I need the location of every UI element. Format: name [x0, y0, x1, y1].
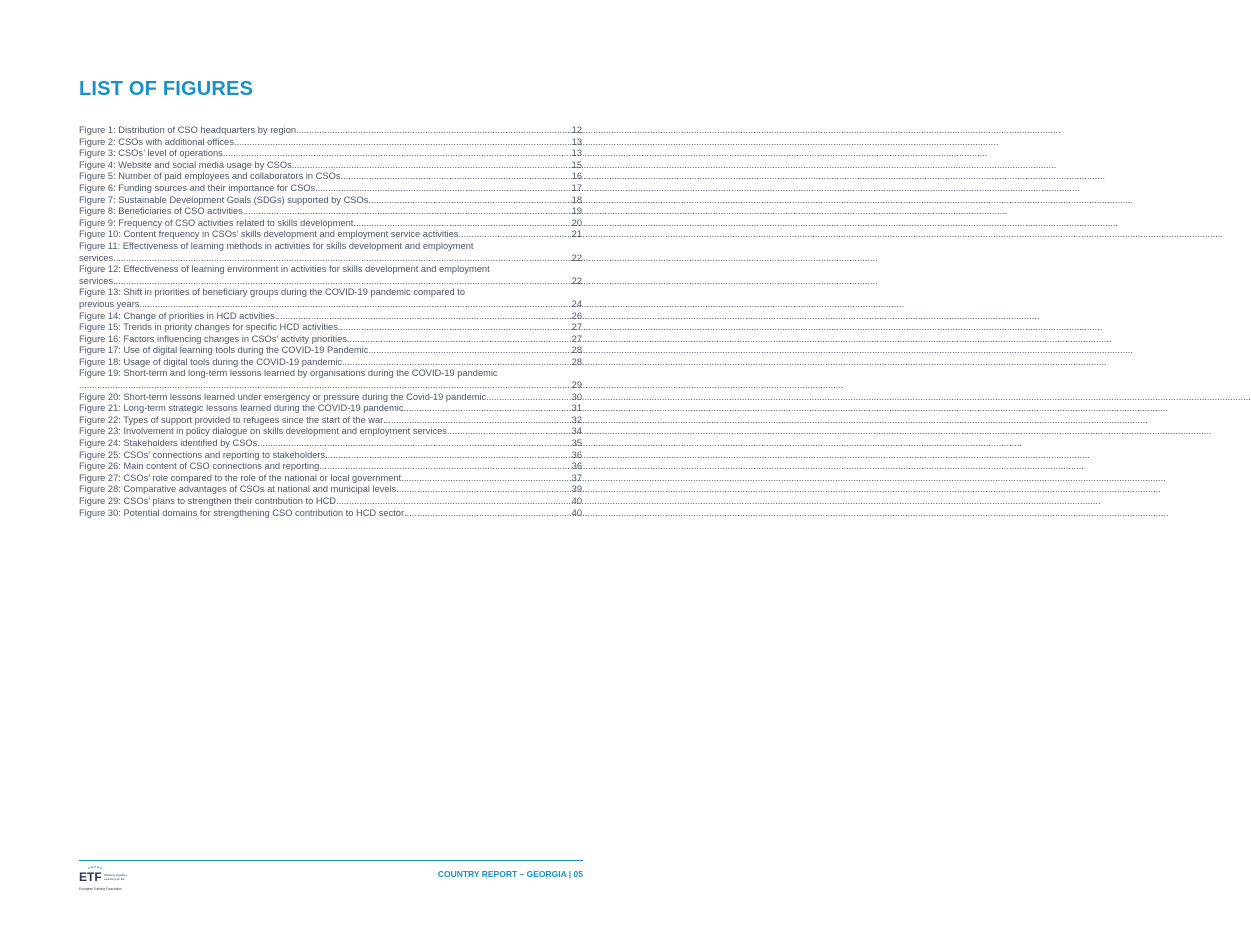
dot-leader: [368, 345, 569, 357]
figure-entry-page: 22: [571, 252, 582, 263]
figure-entry-title: Figure 28: Comparative advantages of CSOs at national and municipal levels: [79, 484, 397, 495]
figure-entry-title: Figure 19: Short-term and long-term lessons learned by organisations during the COVID-19 pandemic: [79, 368, 498, 379]
figure-entry-title: Figure 8: Beneficiaries of CSO activities: [79, 206, 243, 217]
figure-entry[interactable]: [79, 195, 582, 207]
dot-leader: [234, 137, 570, 149]
figure-entry-title: Figure 2: CSOs with additional offices: [79, 136, 234, 147]
figure-entry-title: Figure 5: Number of paid employees and collaborators in CSOs: [79, 171, 341, 182]
figure-entry-page: 18: [571, 194, 582, 205]
figure-entry-title: Figure 4: Website and social media usage by CSOs: [79, 159, 292, 170]
figure-entry-title: Figure 30: Potential domains for strengthening CSO contribution to HCD sector: [79, 507, 405, 518]
figure-entry[interactable]: [79, 450, 582, 462]
figure-entry-page: 17: [571, 182, 582, 193]
figure-entry-page: 36: [571, 461, 582, 472]
figure-entry-title-cont: services: [79, 275, 114, 286]
figure-entry-title: Figure 23: Involvement in policy dialogue on skills development and employment services: [79, 426, 447, 437]
figure-entry-title: Figure 11: Effectiveness of learning methods in activities for skills development and employment: [79, 240, 474, 251]
figure-entry-title: Figure 22: Types of support provided to refugees since the start of the war: [79, 414, 384, 425]
figure-entry-page: 27: [571, 333, 582, 344]
figure-entry-page: 40: [571, 496, 582, 506]
figure-entry-title: Figure 7: Sustainable Development Goals (SDGs) supported by CSOs: [79, 194, 369, 205]
figure-entry[interactable]: [79, 392, 582, 404]
figure-entry-title: Figure 26: Main content of CSO connections and reporting: [79, 461, 320, 472]
figure-entry[interactable]: [79, 125, 582, 137]
figure-entry-title: Figure 17: Use of digital learning tools during the COVID-19 Pandemic: [79, 345, 369, 356]
figure-entry[interactable]: [79, 137, 582, 149]
figure-entry[interactable]: [79, 160, 582, 172]
figure-entry-page: 30: [571, 391, 582, 402]
dot-leader: [404, 403, 570, 415]
figure-entry[interactable]: [79, 334, 582, 346]
figure-entry-page: 12: [571, 125, 582, 135]
figure-entry[interactable]: [79, 206, 582, 218]
figure-entry-page: 39: [571, 484, 582, 495]
etf-logo-graphic: [79, 866, 139, 894]
dot-leader: [447, 426, 570, 438]
footer-text: COUNTRY REPORT – GEORGIA | 05: [437, 869, 583, 879]
figure-entry[interactable]: [79, 264, 582, 287]
dot-leader: [340, 171, 569, 183]
dot-leader: [79, 380, 570, 392]
dot-leader: [292, 160, 570, 172]
figure-entry-title: Figure 9: Frequency of CSO activities related to skills development: [79, 217, 354, 228]
figure-entry-page: 13: [571, 148, 582, 159]
logo-tagline-1: Working together: [104, 873, 127, 877]
figure-entry[interactable]: [79, 484, 582, 496]
dot-leader: [458, 229, 569, 241]
figure-entry-page: 24: [571, 298, 582, 309]
dot-leader: [319, 461, 569, 473]
dot-leader: [257, 438, 569, 450]
figure-entry-page: 19: [571, 206, 582, 217]
dot-leader: [275, 311, 570, 323]
figure-entry-page: 31: [571, 403, 582, 414]
figure-entry-page: 13: [571, 136, 582, 147]
figure-entry[interactable]: [79, 496, 582, 508]
dot-leader: [139, 299, 569, 311]
figure-entry-page: 26: [571, 310, 582, 321]
figure-entry-page: 22: [571, 275, 582, 286]
figure-entry[interactable]: [79, 461, 582, 473]
figure-entry[interactable]: [79, 426, 582, 438]
figure-entry[interactable]: [79, 218, 582, 230]
figure-entry-title: Figure 12: Effectiveness of learning environment in activities for skills development and employment: [79, 264, 490, 275]
figure-entry-page: 29: [571, 380, 582, 391]
figure-entry[interactable]: [79, 322, 582, 334]
figure-entry-title: Figure 25: CSOs’ connections and reporting to stakeholders: [79, 449, 326, 460]
figure-entry-title-cont: services: [79, 252, 114, 263]
dot-leader: [296, 125, 570, 137]
figure-entry-title: Figure 21: Long-term strategic lessons learned during the COVID-19 pandemic: [79, 403, 404, 414]
figure-entry-page: 16: [571, 171, 582, 182]
dot-leader: [336, 496, 570, 508]
figure-entry[interactable]: [79, 508, 582, 520]
figure-entry[interactable]: [79, 357, 582, 369]
dot-leader: [396, 484, 569, 496]
figure-entry[interactable]: [79, 345, 582, 357]
figure-entry-title: Figure 18: Usage of digital tools during the COVID-19 pandemic: [79, 356, 343, 367]
dot-leader: [223, 148, 570, 160]
figure-entry-title: Figure 27: CSOs’ role compared to the role of the national or local government: [79, 472, 402, 483]
logo-org: European Training Foundation: [79, 887, 122, 891]
dot-leader: [347, 334, 570, 346]
figure-entry[interactable]: [79, 183, 582, 195]
figure-entry-title: Figure 24: Stakeholders identified by CSOs: [79, 438, 258, 449]
figure-entry-title: Figure 16: Factors influencing changes in CSOs' activity priorities: [79, 333, 347, 344]
figure-entry-title: Figure 15: Trends in priority changes for specific HCD activities: [79, 322, 338, 333]
figure-entry-page: 34: [571, 426, 582, 437]
figure-list: [79, 125, 582, 519]
footer-divider: [79, 860, 583, 861]
dot-leader: [113, 276, 570, 288]
figure-entry-title: Figure 29: CSOs’ plans to strengthen their contribution to HCD: [79, 496, 336, 506]
dot-leader: [342, 357, 570, 369]
figure-entry-page: 20: [571, 217, 582, 228]
dot-leader: [113, 253, 570, 265]
dot-leader: [486, 392, 569, 404]
etf-logo: [79, 866, 139, 894]
dot-leader: [315, 183, 570, 195]
figure-entry-title: Figure 20: Short-term lessons learned under emergency or pressure during the Covid-19 pandemic: [79, 391, 487, 402]
figure-entry[interactable]: [79, 241, 582, 264]
dot-leader: [404, 508, 570, 520]
figure-entry[interactable]: [79, 415, 582, 427]
figure-entry-title: Figure 10: Content frequency in CSOs’ skills development and employment service activities: [79, 229, 459, 240]
figure-entry-page: 37: [571, 472, 582, 483]
figure-entry-page: 27: [571, 322, 582, 333]
dot-leader: [325, 450, 569, 462]
figure-entry-title: Figure 1: Distribution of CSO headquarters by region: [79, 125, 297, 135]
dot-leader: [243, 206, 570, 218]
figure-entry-title: Figure 14: Change of priorities in HCD activities: [79, 310, 275, 321]
dot-leader: [401, 473, 570, 485]
figure-entry-title-cont: previous years: [79, 298, 140, 309]
figure-entry-page: 28: [571, 345, 582, 356]
figure-entry[interactable]: [79, 287, 582, 310]
figure-entry-page: 28: [571, 356, 582, 367]
figure-entry[interactable]: [79, 229, 582, 241]
figure-entry[interactable]: [79, 368, 582, 391]
figure-entry-title: Figure 3: CSOs’ level of operations: [79, 148, 223, 159]
logo-wordmark: ETF: [79, 870, 102, 884]
dot-leader: [383, 415, 569, 427]
figure-entry[interactable]: [79, 403, 582, 415]
figure-entry[interactable]: [79, 438, 582, 450]
figure-entry-title: Figure 13: Shift in priorities of beneficiary groups during the COVID-19 pandemic compared to: [79, 287, 466, 298]
figure-entry[interactable]: [79, 171, 582, 183]
figure-entry[interactable]: [79, 473, 582, 485]
dot-leader: [353, 218, 569, 230]
figure-entry-title: Figure 6: Funding sources and their importance for CSOs: [79, 182, 316, 193]
figure-entry[interactable]: [79, 311, 582, 323]
figure-entry-page: 35: [571, 438, 582, 449]
page-title: LIST OF FIGURES: [79, 78, 254, 100]
figure-entry-page: 32: [571, 414, 582, 425]
figure-entry-page: 36: [571, 449, 582, 460]
figure-entry-page: 15: [571, 159, 582, 170]
dot-leader: [338, 322, 570, 334]
figure-entry[interactable]: [79, 148, 582, 160]
dot-leader: [368, 195, 569, 207]
logo-tagline-2: Learning for life: [104, 877, 125, 881]
figure-entry-page: 21: [571, 229, 582, 240]
figure-entry-page: 40: [571, 507, 582, 518]
